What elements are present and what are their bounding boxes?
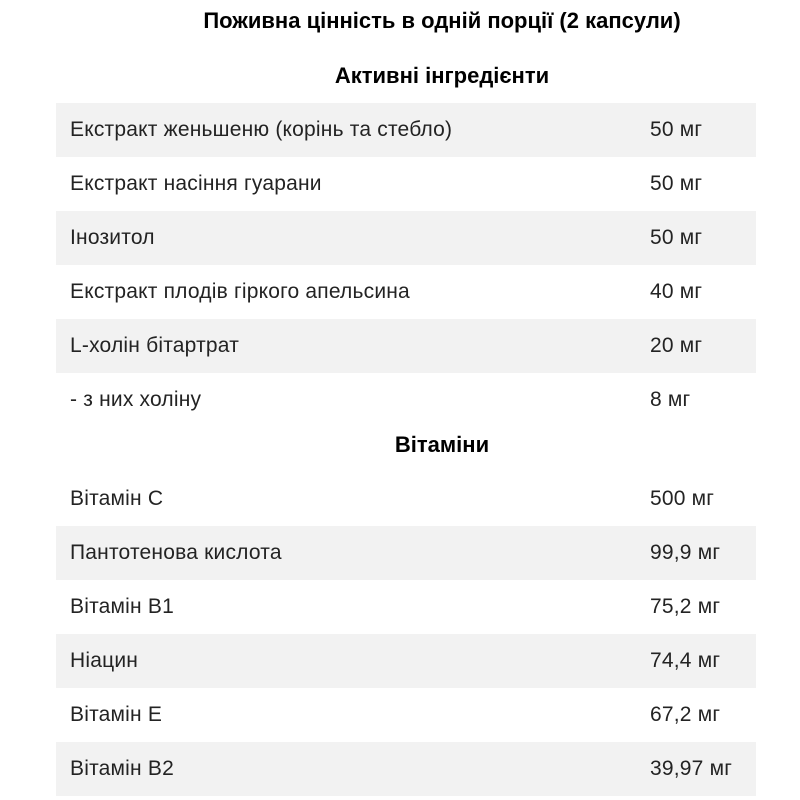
section-heading: Вітаміни [394,432,490,457]
ingredient-amount: 40 мг [650,280,703,303]
nutrition-table [56,103,756,427]
ingredient-amount: 20 мг [650,334,703,357]
section-heading: Активні інгредієнти [334,63,550,88]
table-row [56,580,756,634]
table-row [56,472,756,526]
sections [0,64,800,796]
nutrition-table [56,472,756,796]
ingredient-amount: 75,2 мг [650,595,721,618]
ingredient-amount: 8 мг [650,388,691,411]
ingredient-name: Ніацин [70,649,139,672]
nutrition-section [0,433,800,796]
ingredient-name: Вітамін B2 [70,757,174,780]
ingredient-name: Вітамін C [70,487,164,510]
nutrition-section [0,64,800,427]
table-row [56,634,756,688]
ingredient-name: Екстракт плодів гіркого апельсина [70,280,410,303]
ingredient-amount: 50 мг [650,172,703,195]
ingredient-amount: 99,9 мг [650,541,721,564]
ingredient-name: Екстракт насіння гуарани [70,172,322,195]
ingredient-name: Пантотенова кислота [70,541,282,564]
ingredient-amount: 67,2 мг [650,703,721,726]
table-row [56,211,756,265]
ingredient-name: Екстракт женьшеню (корінь та стебло) [70,118,453,141]
ingredient-name: Інозитол [70,226,155,249]
table-row [56,319,756,373]
ingredient-name: - з них холіну [70,388,202,411]
ingredient-amount: 74,4 мг [650,649,721,672]
ingredient-amount: 50 мг [650,118,703,141]
table-row [56,742,756,796]
ingredient-name: Вітамін B1 [70,595,174,618]
table-row [56,688,756,742]
ingredient-name: L-холін бітартрат [70,334,240,357]
table-row [56,265,756,319]
table-row [56,103,756,157]
page-title: Поживна цінність в одній порції (2 капсули) [203,8,681,33]
ingredient-amount: 39,97 мг [650,757,733,780]
ingredient-name: Вітамін E [70,703,163,726]
ingredient-amount: 500 мг [650,487,715,510]
table-row [56,526,756,580]
ingredient-amount: 50 мг [650,226,703,249]
table-row [56,157,756,211]
table-row [56,373,756,427]
